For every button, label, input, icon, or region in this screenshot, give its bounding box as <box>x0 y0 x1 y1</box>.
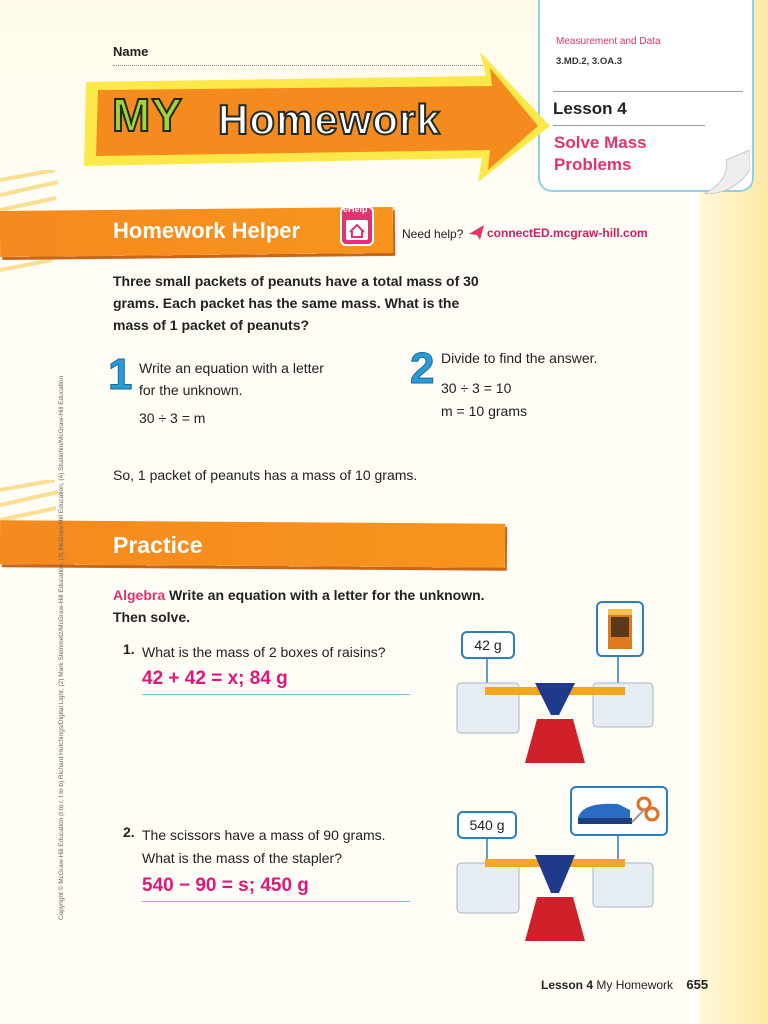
answer1: 42 + 42 = x; 84 g <box>142 668 288 689</box>
question2-number: 2. <box>123 824 135 840</box>
balance-scale-1 <box>455 655 660 765</box>
need-help-text: Need help? <box>402 227 464 241</box>
page-number: 655 <box>686 977 709 992</box>
footer <box>541 977 708 992</box>
step1-equation: 30 ÷ 3 = m <box>139 410 206 426</box>
banner-my: MY <box>112 89 183 141</box>
ehelp-label: eHelp <box>343 204 368 214</box>
balance-scale-2 <box>455 835 660 945</box>
divider <box>553 91 743 92</box>
mass-tag-2: 540 g <box>457 811 517 839</box>
step2-equation: 30 ÷ 3 = 10 <box>441 380 512 396</box>
step1-text: Write an equation with a letter for the unknown. <box>139 360 324 398</box>
page-curl-icon <box>704 150 750 194</box>
conclusion-text: So, 1 packet of peanuts has a mass of 10 grams. <box>113 467 418 483</box>
answer2-line[interactable] <box>142 901 410 902</box>
connected-link[interactable]: connectED.mcgraw-hill.com <box>487 226 648 240</box>
step1-number: 1 <box>108 350 133 399</box>
lesson-number: Lesson 4 <box>553 99 627 118</box>
raisin-box-frame <box>596 601 644 657</box>
lesson-domain: Measurement and Data <box>556 36 661 47</box>
problem-text: Three small packets of peanuts have a total mass of 30 grams. Each packet has the same mass. What is the mass of 1 packet of peanuts? <box>113 273 479 333</box>
step2-text: Divide to find the answer. <box>441 350 598 366</box>
question1-number: 1. <box>123 641 135 657</box>
stapler-frame <box>570 786 668 836</box>
divider <box>553 125 705 126</box>
practice-instruction <box>113 584 513 628</box>
answer1-line[interactable] <box>142 694 410 695</box>
cursor-arrow-icon <box>468 224 486 242</box>
footer-section: My Homework <box>596 978 674 992</box>
question2-text: The scissors have a mass of 90 grams. What is the mass of the stapler? <box>142 827 386 866</box>
practice-band <box>0 520 505 568</box>
algebra-label: Algebra <box>113 587 166 603</box>
footer-lesson: Lesson 4 <box>541 978 594 992</box>
helper-title: Homework Helper <box>113 218 301 243</box>
stapler-and-scissors-icon <box>572 788 666 834</box>
step2-number: 2 <box>410 344 435 393</box>
copyright-text: Copyright © McGraw-Hill Education (t to r, t to b) Richard Hutchings/Digital Light, (2) Mark Steinmetz/McGraw-Hill Education, (3) McGraw-Hill Education, (4) Studiohio/McGraw-Hill Education <box>58 375 65 920</box>
step2-answer: m = 10 grams <box>441 403 527 419</box>
mass-tag-1: 42 g <box>461 631 515 659</box>
lesson-title: Solve Mass Problems <box>554 133 647 174</box>
lesson-standards: 3.MD.2, 3.OA.3 <box>556 56 622 67</box>
name-label: Name <box>113 44 149 59</box>
practice-title: Practice <box>113 532 203 558</box>
answer2: 540 − 90 = s; 450 g <box>142 875 309 896</box>
raisin-box-icon <box>598 603 642 655</box>
instruction-text: Write an equation with a letter for the unknown. Then solve. <box>113 587 485 625</box>
question1-text: What is the mass of 2 boxes of raisins? <box>142 644 386 660</box>
banner-homework: Homework <box>218 96 441 143</box>
